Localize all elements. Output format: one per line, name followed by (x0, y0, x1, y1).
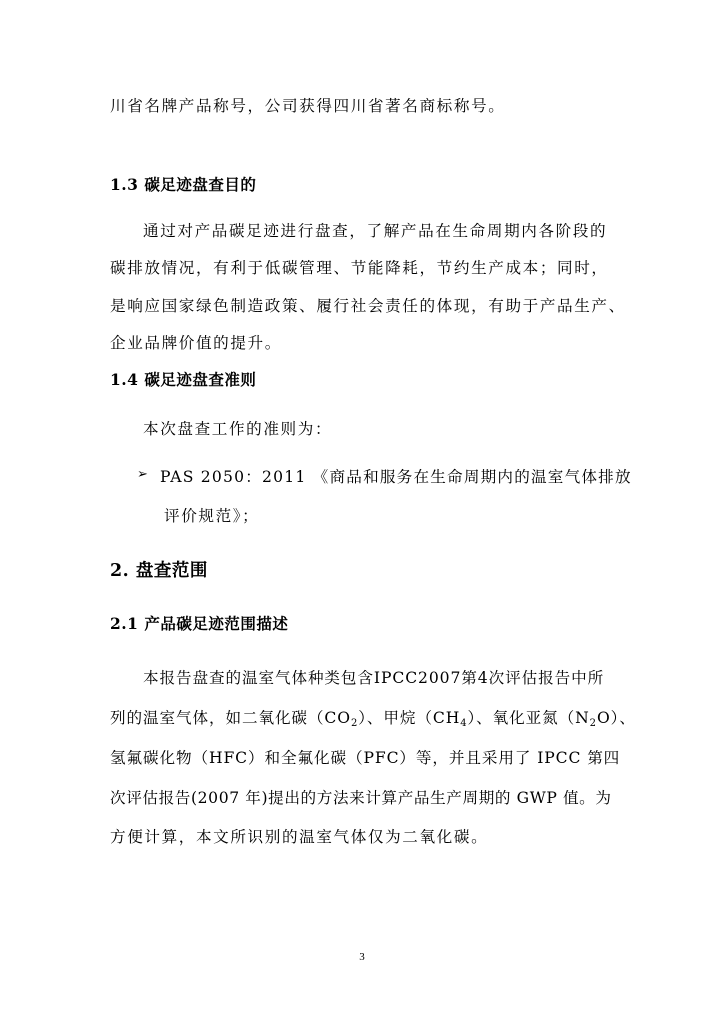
scope-line-3: 氢氟碳化物（HFC）和全氟化碳（PFC）等，并且采用了 IPCC 第四 (110, 749, 621, 767)
heading-1-4: 1.4 碳足迹盘查准则 (110, 370, 257, 389)
purpose-line-2: 碳排放情况，有利于低碳管理、节能降耗，节约生产成本；同时， (110, 259, 609, 277)
heading-1-3: 1.3 碳足迹盘查目的 (110, 175, 257, 194)
criteria-bullet-line-2: 评价规范》； (164, 507, 260, 525)
ch4-subscript: 4 (460, 718, 468, 729)
criteria-bullet-line-1: PAS 2050：2011 《商品和服务在生命周期内的温室气体排放 (160, 468, 632, 486)
scope-line-1: 本报告盘查的温室气体种类包含IPCC2007第4次评估报告中所 (143, 669, 605, 687)
purpose-line-1: 通过对产品碳足迹进行盘查，了解产品在生命周期内各阶段的 (143, 222, 608, 240)
co2-subscript: 2 (350, 718, 359, 729)
criteria-intro: 本次盘查工作的准则为： (143, 420, 333, 438)
scope-line-2-text-b: ）、甲烷（CH (358, 709, 461, 727)
heading-2-1: 2.1 产品碳足迹范围描述 (110, 614, 289, 633)
scope-line-2-text-d: O）、 (596, 709, 636, 727)
paragraph-continuation: 川省名牌产品称号，公司获得四川省著名商标称号。 (110, 97, 506, 115)
scope-line-5: 方便计算，本文所识别的温室气体仅为二氧化碳。 (110, 828, 489, 846)
bullet-arrow-icon: ➢ (137, 467, 148, 482)
scope-line-2 (110, 706, 636, 728)
scope-line-2-text-c: ）、氧化亚氮（N (467, 709, 590, 727)
scope-line-4: 次评估报告(2007 年)提出的方法来计算产品生产周期的 GWP 值。为 (110, 789, 612, 807)
purpose-line-3: 是响应国家绿色制造政策、履行社会责任的体现，有助于产品生产、 (110, 297, 626, 315)
heading-2: 2. 盘查范围 (110, 561, 208, 581)
n2o-subscript: 2 (589, 718, 597, 729)
page-number: 3 (359, 951, 365, 963)
purpose-line-4: 企业品牌价值的提升。 (110, 334, 282, 352)
scope-line-2-text-a: 列的温室气体，如二氧化碳（CO (110, 709, 351, 727)
